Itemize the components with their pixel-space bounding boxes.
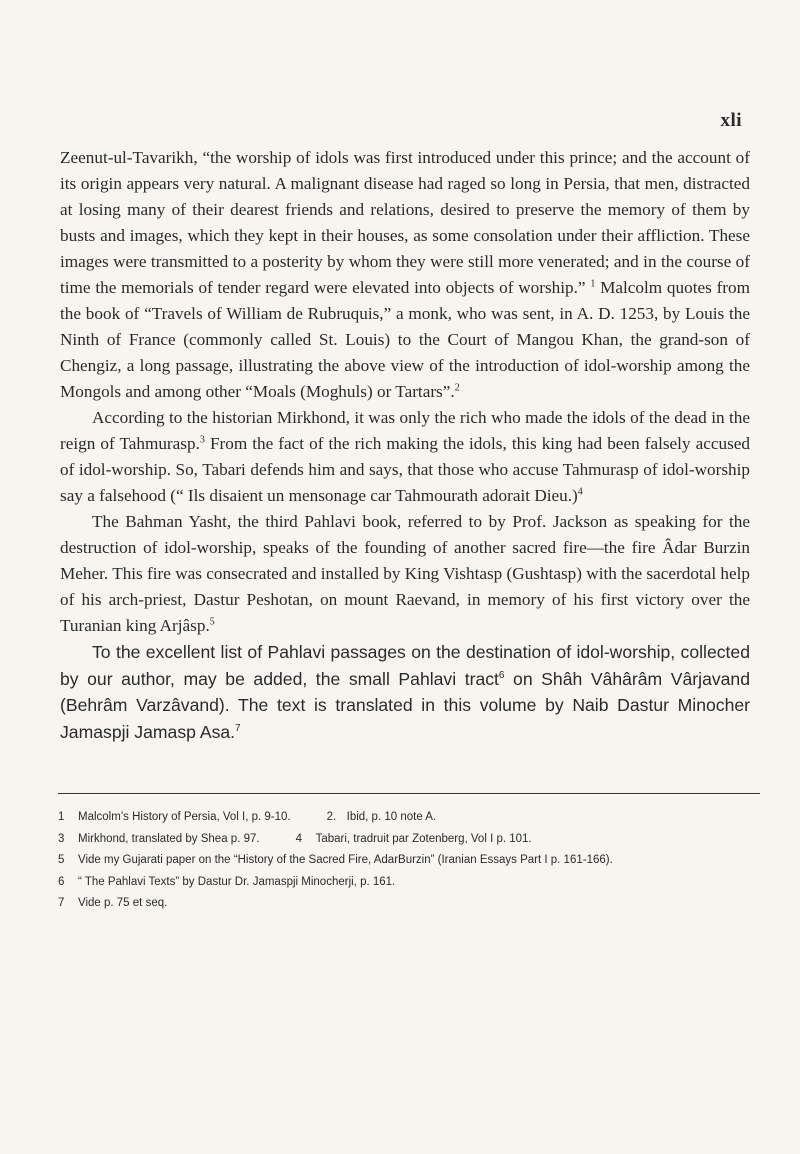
footnote-number: 7 — [58, 897, 65, 909]
footnote-number: 3 — [58, 832, 65, 845]
footnote-ref: 6 — [498, 669, 505, 681]
footnote-ref: 1 — [590, 278, 596, 290]
body-text — [60, 145, 750, 745]
paragraph-3 — [60, 509, 750, 639]
text-run: According to the historian Mirkhond, it was only the rich who made the idols of the dead in the reign of Tahmurasp. — [60, 408, 750, 453]
paragraph-2 — [60, 405, 750, 509]
footnote-ref: 2 — [454, 382, 460, 394]
footnote-divider — [58, 793, 760, 794]
footnote-text: “ The Pahlavi Texts” by Dastur Dr. Jamaspji Minocherji, p. 161. — [78, 875, 396, 888]
footnote-text: Mirkhond, translated by Shea p. 97. — [78, 832, 260, 845]
footnote-row — [58, 807, 758, 829]
footnote-ref: 7 — [235, 722, 241, 734]
footnote-row — [58, 829, 758, 851]
footnote-text: Malcolm’s History of Persia, Vol I, p. 9-10. — [78, 811, 291, 823]
footnote-number: 5 — [58, 854, 65, 866]
footnote-text: Tabari, tradruit par Zotenberg, Vol I p. 101. — [315, 832, 532, 845]
footnote-number: 1 — [58, 811, 65, 823]
footnote-number: 2. — [326, 811, 337, 823]
paragraph-4 — [60, 639, 750, 745]
text-run: Zeenut-ul-Tavarikh, “the worship of idols was first introduced under this prince; and the account of its origin appears very natural. A malignant disease had raged so long in Persia, that men, distracted at losing many of their dearest friends and relations, desired to preserve the memory of them by busts and images, which they kept in their houses, as some consolation under their affliction. These images were transmitted to a posterity by whom they were still more venerated; and in the course of time the memorials of tender regard were elevated into objects of worship.” — [60, 148, 750, 297]
footnotes — [58, 807, 758, 915]
text-run: on Shâh Vâhârâm Vârjavand (Behrâm Varzâvand). The text is translated in this volume by Naib Dastur Minocher Jamaspji Jamasp Asa. — [60, 668, 751, 742]
footnote-number: 6 — [58, 875, 65, 888]
paragraph-1 — [60, 145, 750, 405]
footnote-text: Vide p. 75 et seq. — [78, 897, 168, 909]
footnote-text: Vide my Gujarati paper on the “History of the Sacred Fire, AdarBurzin” (Iranian Essays Part I p. 161-166). — [78, 854, 613, 866]
page-number: xli — [720, 110, 742, 131]
text-run: Malcolm quotes from the book of “Travels of William de Rubruquis,” a monk, who was sent, in A. D. 1253, by Louis the Ninth of France (commonly called St. Louis) to the Court of Mangou Khan, the grand-son of Chengiz, a long passage, illustrating the above view of the introduction of idol-worship among the Mongols and among other “Moals (Moghuls) or Tartars”. — [60, 278, 750, 401]
footnote-ref: 3 — [199, 434, 205, 446]
text-run: To the excellent list of Pahlavi passages on the destination of idol-worship, collected by our author, may be added, the small Pahlavi tract — [60, 642, 750, 689]
text-run: From the fact of the rich making the idols, this king had been falsely accused of idol-worship. So, Tabari defends him and says, that those who accuse Tahmurasp of idol-worship say a falsehood (“ Ils disaient un mensonage car Tahmourath adorait Dieu.) — [60, 434, 750, 505]
footnote-number: 4 — [295, 832, 302, 845]
text-run: The Bahman Yasht, the third Pahlavi book, referred to by Prof. Jackson as speaking for the destruction of idol-worship, speaks of the founding of another sacred fire—the fire Âdar Burzin Meher. This fire was consecrated and installed by King Vishtasp (Gushtasp) with the sacerdotal help of his arch-priest, Dastur Peshotan, on mount Raevand, in memory of his first victory over the Turanian king Arjâsp. — [60, 512, 750, 635]
footnote-ref: 5 — [209, 616, 215, 628]
footnote-text: Ibid, p. 10 note A. — [346, 811, 437, 823]
footnote-row — [58, 872, 758, 894]
footnote-row — [58, 893, 758, 915]
footnote-row — [58, 850, 758, 872]
footnote-ref: 4 — [577, 486, 583, 498]
